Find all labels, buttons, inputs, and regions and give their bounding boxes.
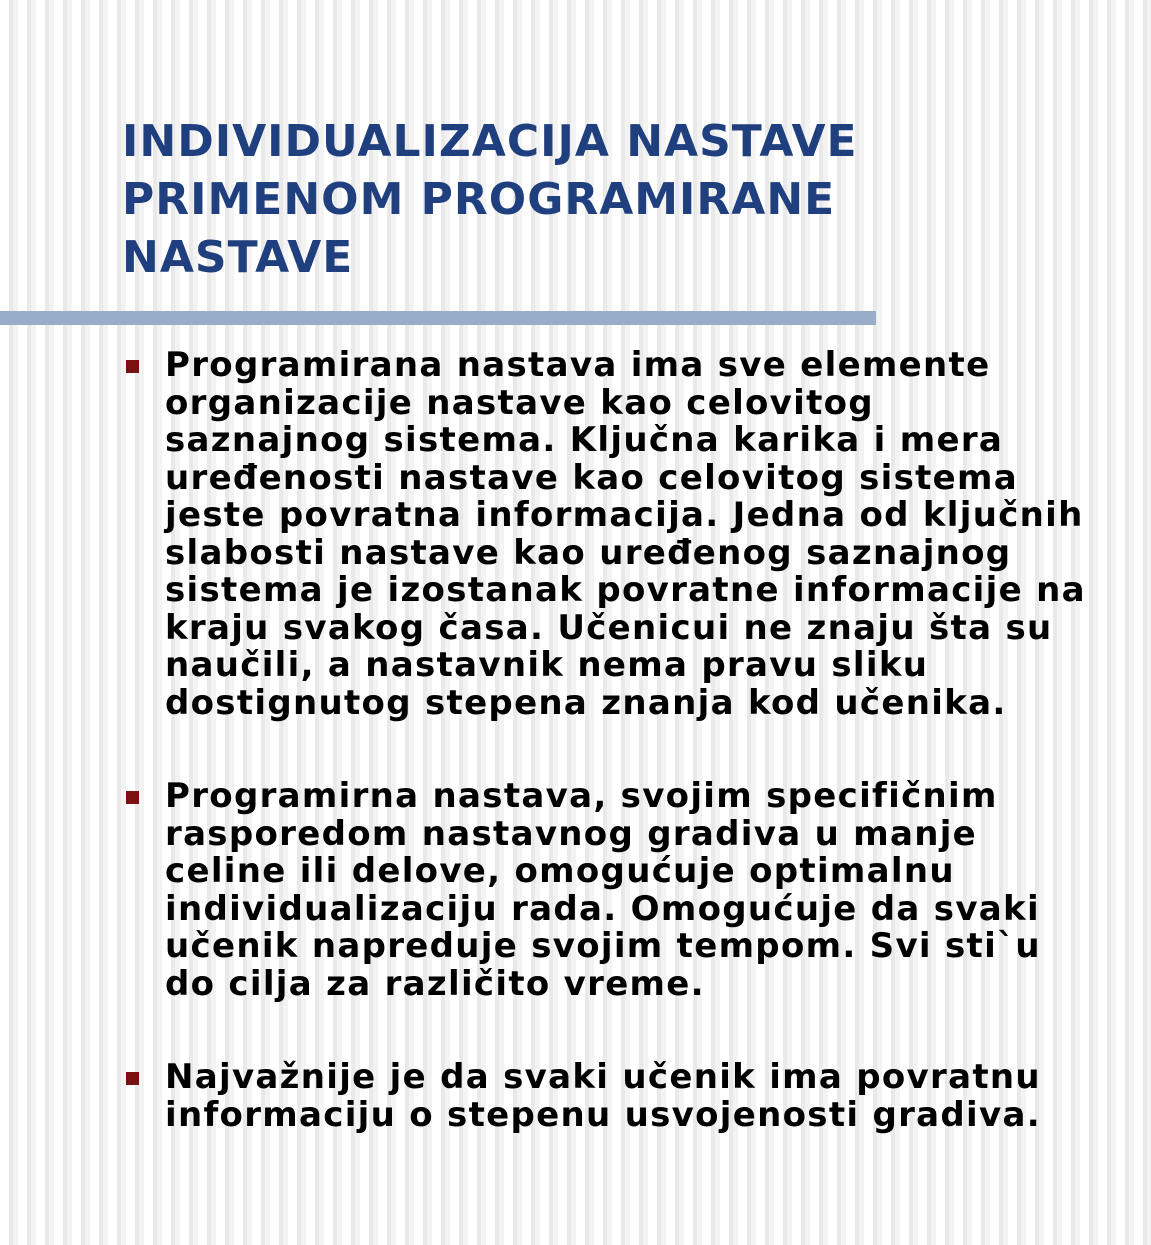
bullet-line: dostignutog stepena znanja kod učenika.	[165, 682, 1007, 723]
bullet-line: Najvažnije je da svaki učenik ima povratnu	[165, 1057, 1041, 1097]
bullet-line: slabosti nastave kao uređenog saznajnog	[165, 532, 1012, 573]
bullet-text-2	[165, 778, 1145, 1003]
square-bullet-icon	[126, 791, 139, 804]
bullet-line: Programirna nastava, svojim specifičnim	[165, 776, 998, 816]
title-line-1: INDIVIDUALIZACIJA NASTAVE	[122, 116, 858, 167]
bullet-line: celine ili delove, omogućuje optimalnu	[165, 851, 955, 891]
bullet-line: Programirana nastava ima sve elemente	[165, 345, 991, 385]
bullet-line: sistema je izostanak povratne informacije na	[165, 570, 1086, 610]
title-divider	[0, 311, 876, 325]
bullet-text-1	[165, 347, 1145, 722]
bullet-line: naučili, a nastavnik nema pravu sliku	[165, 645, 929, 685]
square-bullet-icon	[126, 360, 139, 373]
bullet-line: individualizaciju rada. Omogućuje da svaki	[165, 888, 1040, 929]
title-line-2: PRIMENOM PROGRAMIRANE	[122, 174, 836, 225]
bullet-line: jeste povratna informacija. Jedna od ključnih	[165, 495, 1084, 535]
bullet-line: rasporedom nastavnog gradiva u manje	[165, 813, 978, 854]
bullet-line: učenik napreduje svojim tempom. Svi sti`u	[165, 926, 1041, 966]
bullet-line: kraju svakog časa. Učenicui ne znaju šta su	[165, 607, 1053, 648]
square-bullet-icon	[126, 1072, 139, 1085]
bullet-line: do cilja za različito vreme.	[165, 963, 705, 1004]
slide-title	[122, 113, 1022, 287]
bullet-line: uređenosti nastave kao celovitog sistema	[165, 457, 1019, 498]
bullet-text-3	[165, 1059, 1145, 1134]
bullet-line: informaciju o stepenu usvojenosti gradiva.	[165, 1094, 1041, 1135]
title-line-3: NASTAVE	[122, 232, 354, 283]
bullet-line: saznajnog sistema. Ključna karika i mera	[165, 420, 1004, 460]
bullet-line: organizacije nastave kao celovitog	[165, 382, 874, 423]
